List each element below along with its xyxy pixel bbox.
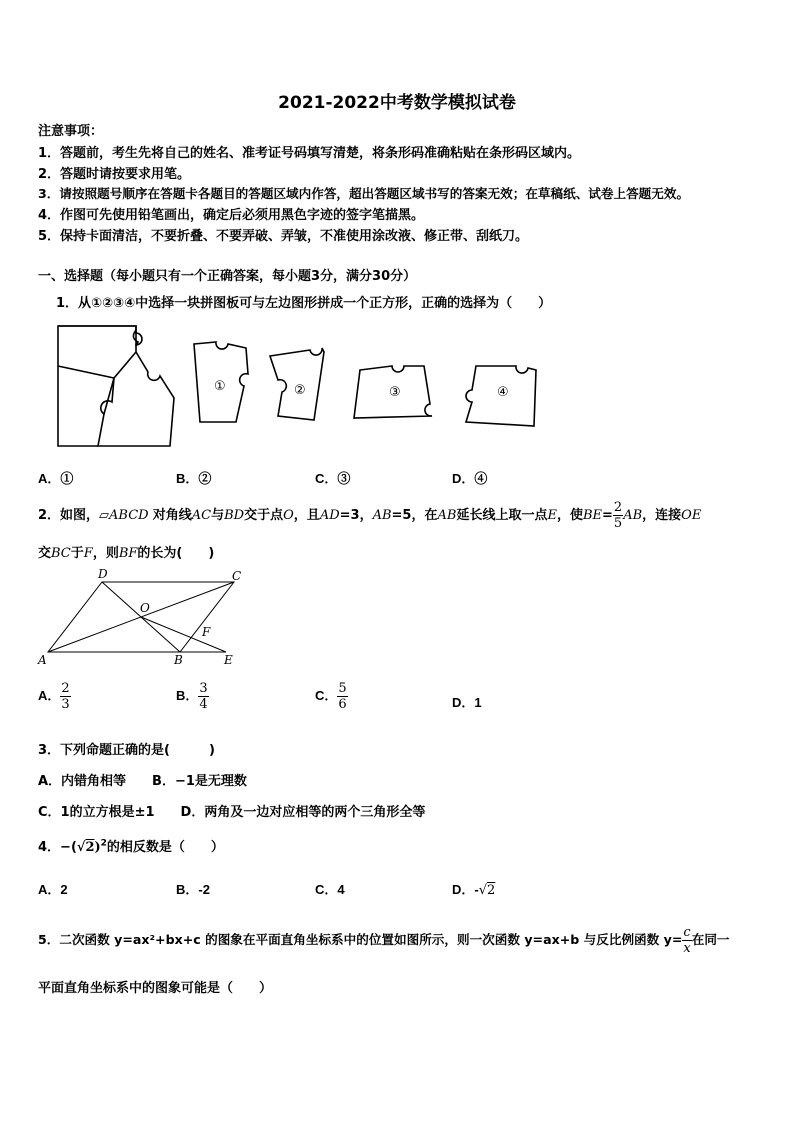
q1-left-figure: [58, 326, 174, 446]
piece-label: ②: [294, 383, 306, 398]
note-item: 5．保持卡面清洁，不要折叠、不要弄破、弄皱，不准使用涂改液、修正带、刮纸刀。: [38, 229, 529, 244]
label-f: F: [202, 625, 211, 639]
q2-stem-line2: 交BC于F，则BF的长为( ): [38, 546, 215, 561]
q2-stem-line1: 2．如图，▱ABCD 对角线AC与BD交于点O，且AD=3，AB=5，在AB延长线上取一点E，使BE= $\frac{2}{5}$ AB，连接OE: [38, 500, 702, 531]
note-item: 1．答题前，考生先将自己的姓名、准考证号码填写清楚，将条形码准确粘贴在条形码区域内。: [38, 146, 581, 161]
label-o: O: [140, 601, 150, 615]
q1-option-b[interactable]: B．②: [176, 471, 212, 486]
q4-option-d[interactable]: D．-√2: [452, 882, 496, 898]
page-title: 2021-2022中考数学模拟试卷: [278, 93, 516, 113]
note-item: 2．答题时请按要求用笔。: [38, 167, 191, 182]
q4-option-c[interactable]: C．4: [315, 882, 345, 897]
q4-stem: 4．$-(√2)^2$的相反数是（ ）: [38, 838, 224, 855]
q1-piece-1: [194, 342, 248, 422]
section-heading: 一、选择题（每小题只有一个正确答案，每小题3分，满分30分）: [38, 269, 417, 284]
q4-option-b[interactable]: B．-2: [176, 882, 210, 897]
q2-option-a[interactable]: A． $\frac{2}{3}$: [38, 681, 70, 712]
q2-fraction: $\frac{2}{5}$: [613, 500, 623, 531]
piece-label: ④: [497, 385, 509, 400]
piece-label: ③: [389, 385, 401, 400]
q1-piece-3: [354, 366, 432, 418]
label-a: A: [38, 653, 47, 667]
q5-stem-line1: 5．二次函数 y=ax²+bx+c 的图象在平面直角坐标系中的位置如图所示，则一次函数 y=ax+b 与反比例函数 y= $\frac{c}{x}$ 在同一: [38, 925, 730, 956]
q2-parallelogram-figure: [36, 568, 256, 670]
piece-label: ①: [214, 379, 226, 394]
q3-options-line1[interactable]: A．内错角相等 B．−1是无理数: [38, 774, 247, 789]
label-e: E: [224, 653, 233, 667]
q1-piece-2: [270, 348, 324, 420]
q1-option-c[interactable]: C．③: [315, 471, 351, 486]
q1-puzzle-figure: [52, 322, 552, 454]
q2-option-c[interactable]: C． $\frac{5}{6}$: [315, 681, 347, 712]
q1-piece-4: [466, 366, 536, 426]
label-b: B: [174, 653, 183, 667]
q5-stem-line2: 平面直角坐标系中的图象可能是（ ）: [38, 981, 273, 996]
q3-stem: 3．下列命题正确的是( ): [38, 743, 215, 758]
label-d: D: [98, 568, 108, 581]
note-item: 4．作图可先使用铅笔画出，确定后必须用黑色字迹的签字笔描黑。: [38, 208, 425, 223]
note-item: 3．请按照题号顺序在答题卡各题目的答题区域内作答，超出答题区域书写的答案无效；在草稿纸、试卷上答题无效。: [38, 186, 690, 201]
q1-option-d[interactable]: D．④: [452, 471, 488, 486]
notes-heading: 注意事项：: [38, 124, 104, 139]
label-c: C: [232, 569, 242, 583]
q4-option-a[interactable]: A．2: [38, 882, 68, 897]
q3-options-line2[interactable]: C．1的立方根是±1 D．两角及一边对应相等的两个三角形全等: [38, 805, 426, 820]
q1-option-a[interactable]: A．①: [38, 471, 74, 486]
q2-option-b[interactable]: B． $\frac{3}{4}$: [176, 681, 208, 712]
q2-option-d[interactable]: D．1: [452, 695, 482, 710]
q1-stem: 1．从①②③④中选择一块拼图板可与左边图形拼成一个正方形，正确的选择为（ ）: [56, 296, 552, 311]
